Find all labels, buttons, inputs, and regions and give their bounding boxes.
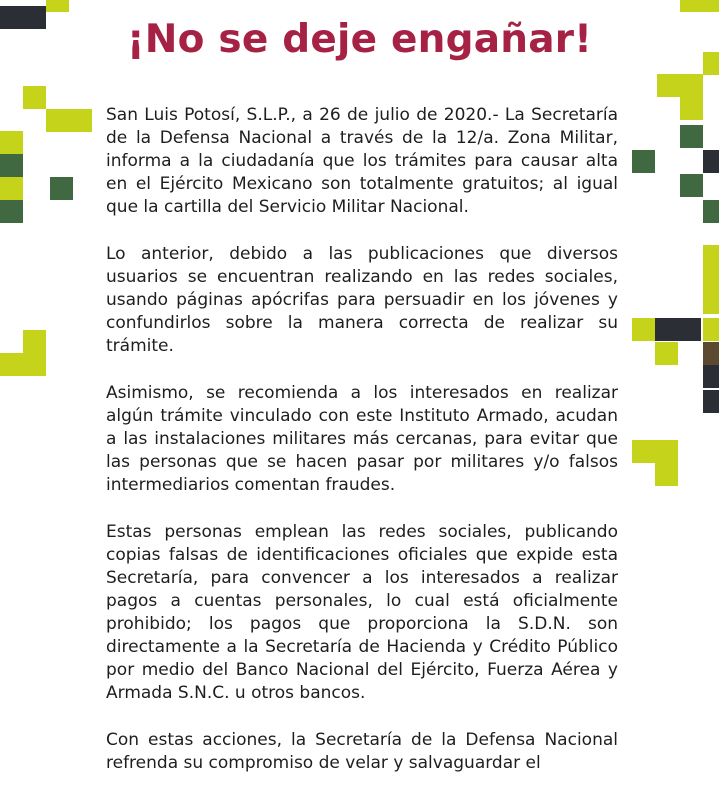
- decorative-square: [632, 440, 655, 463]
- decorative-square: [655, 318, 678, 341]
- decorative-square: [0, 154, 23, 177]
- decorative-square: [703, 342, 719, 365]
- decorative-square: [703, 268, 719, 291]
- notice-body: [106, 104, 618, 799]
- decorative-square: [703, 390, 719, 413]
- decorative-square: [703, 318, 719, 341]
- decorative-square: [632, 150, 655, 173]
- decorative-square: [655, 440, 678, 463]
- decorative-square: [680, 125, 703, 148]
- decorative-square: [703, 291, 719, 314]
- notice-paragraph: Con estas acciones, la Secretaría de la Defensa Nacional refrenda su compromiso de velar y salvaguardar el: [106, 730, 618, 773]
- decorative-square: [69, 109, 92, 132]
- decorative-square: [703, 200, 719, 223]
- notice-paragraph: Estas personas emplean las redes sociales, publicando copias falsas de identificaciones oficiales que expide esta Secretaría, para convencer a los interesados a realizar pagos a cuentas personales, lo cual está oficialmente prohibido; los pagos que proporciona la S.D.N. son directamente a la Secretaría de Hacienda y Crédito Público por medio del Banco Nacional del Ejército, Fuerza Aérea y Armada S.N.C. u otros bancos.: [106, 522, 618, 703]
- decorative-square: [0, 177, 23, 200]
- notice-paragraph: San Luis Potosí, S.L.P., a 26 de julio de 2020.- La Secretaría de la Defensa Nacional a través de la 12/a. Zona Militar, informa a la ciudadanía que los trámites para causar alta en el Ejército Mexicano son totalmente gratuitos; al igual que la cartilla del Servicio Militar Nacional.: [106, 105, 618, 217]
- decorative-square: [0, 200, 23, 223]
- decorative-square: [0, 131, 23, 154]
- decorative-square: [655, 463, 678, 486]
- decorative-square: [50, 177, 73, 200]
- decorative-square: [680, 0, 703, 12]
- decorative-square: [680, 74, 703, 97]
- decorative-square: [632, 318, 655, 341]
- decorative-square: [703, 365, 719, 388]
- decorative-square: [680, 174, 703, 197]
- decorative-square: [655, 342, 678, 365]
- decorative-square: [703, 150, 719, 173]
- page-title: ¡No se deje engañar!: [126, 17, 593, 62]
- decorative-square: [678, 318, 701, 341]
- decorative-square: [46, 109, 69, 132]
- decorative-square: [23, 86, 46, 109]
- decorative-square: [703, 0, 719, 12]
- notice-paragraph: Asimismo, se recomienda a los interesados en realizar algún trámite vinculado con este Instituto Armado, acudan a las instalaciones militares más cercanas, para evitar que las personas que se hacen pasar por militares y/o falsos intermediarios comentan fraudes.: [106, 383, 618, 495]
- decorative-square: [657, 74, 680, 97]
- decorative-square: [0, 353, 23, 376]
- notice-paragraph: Lo anterior, debido a las publicaciones que diversos usuarios se encuentran realizando en las redes sociales, usando páginas apócrifas para persuadir en los jóvenes y confundirlos sobre la manera correcta de realizar su trámite.: [106, 244, 618, 356]
- decorative-square: [703, 245, 719, 268]
- decorative-square: [23, 353, 46, 376]
- decorative-square: [23, 330, 46, 353]
- decorative-square: [46, 0, 69, 12]
- decorative-square: [680, 97, 703, 120]
